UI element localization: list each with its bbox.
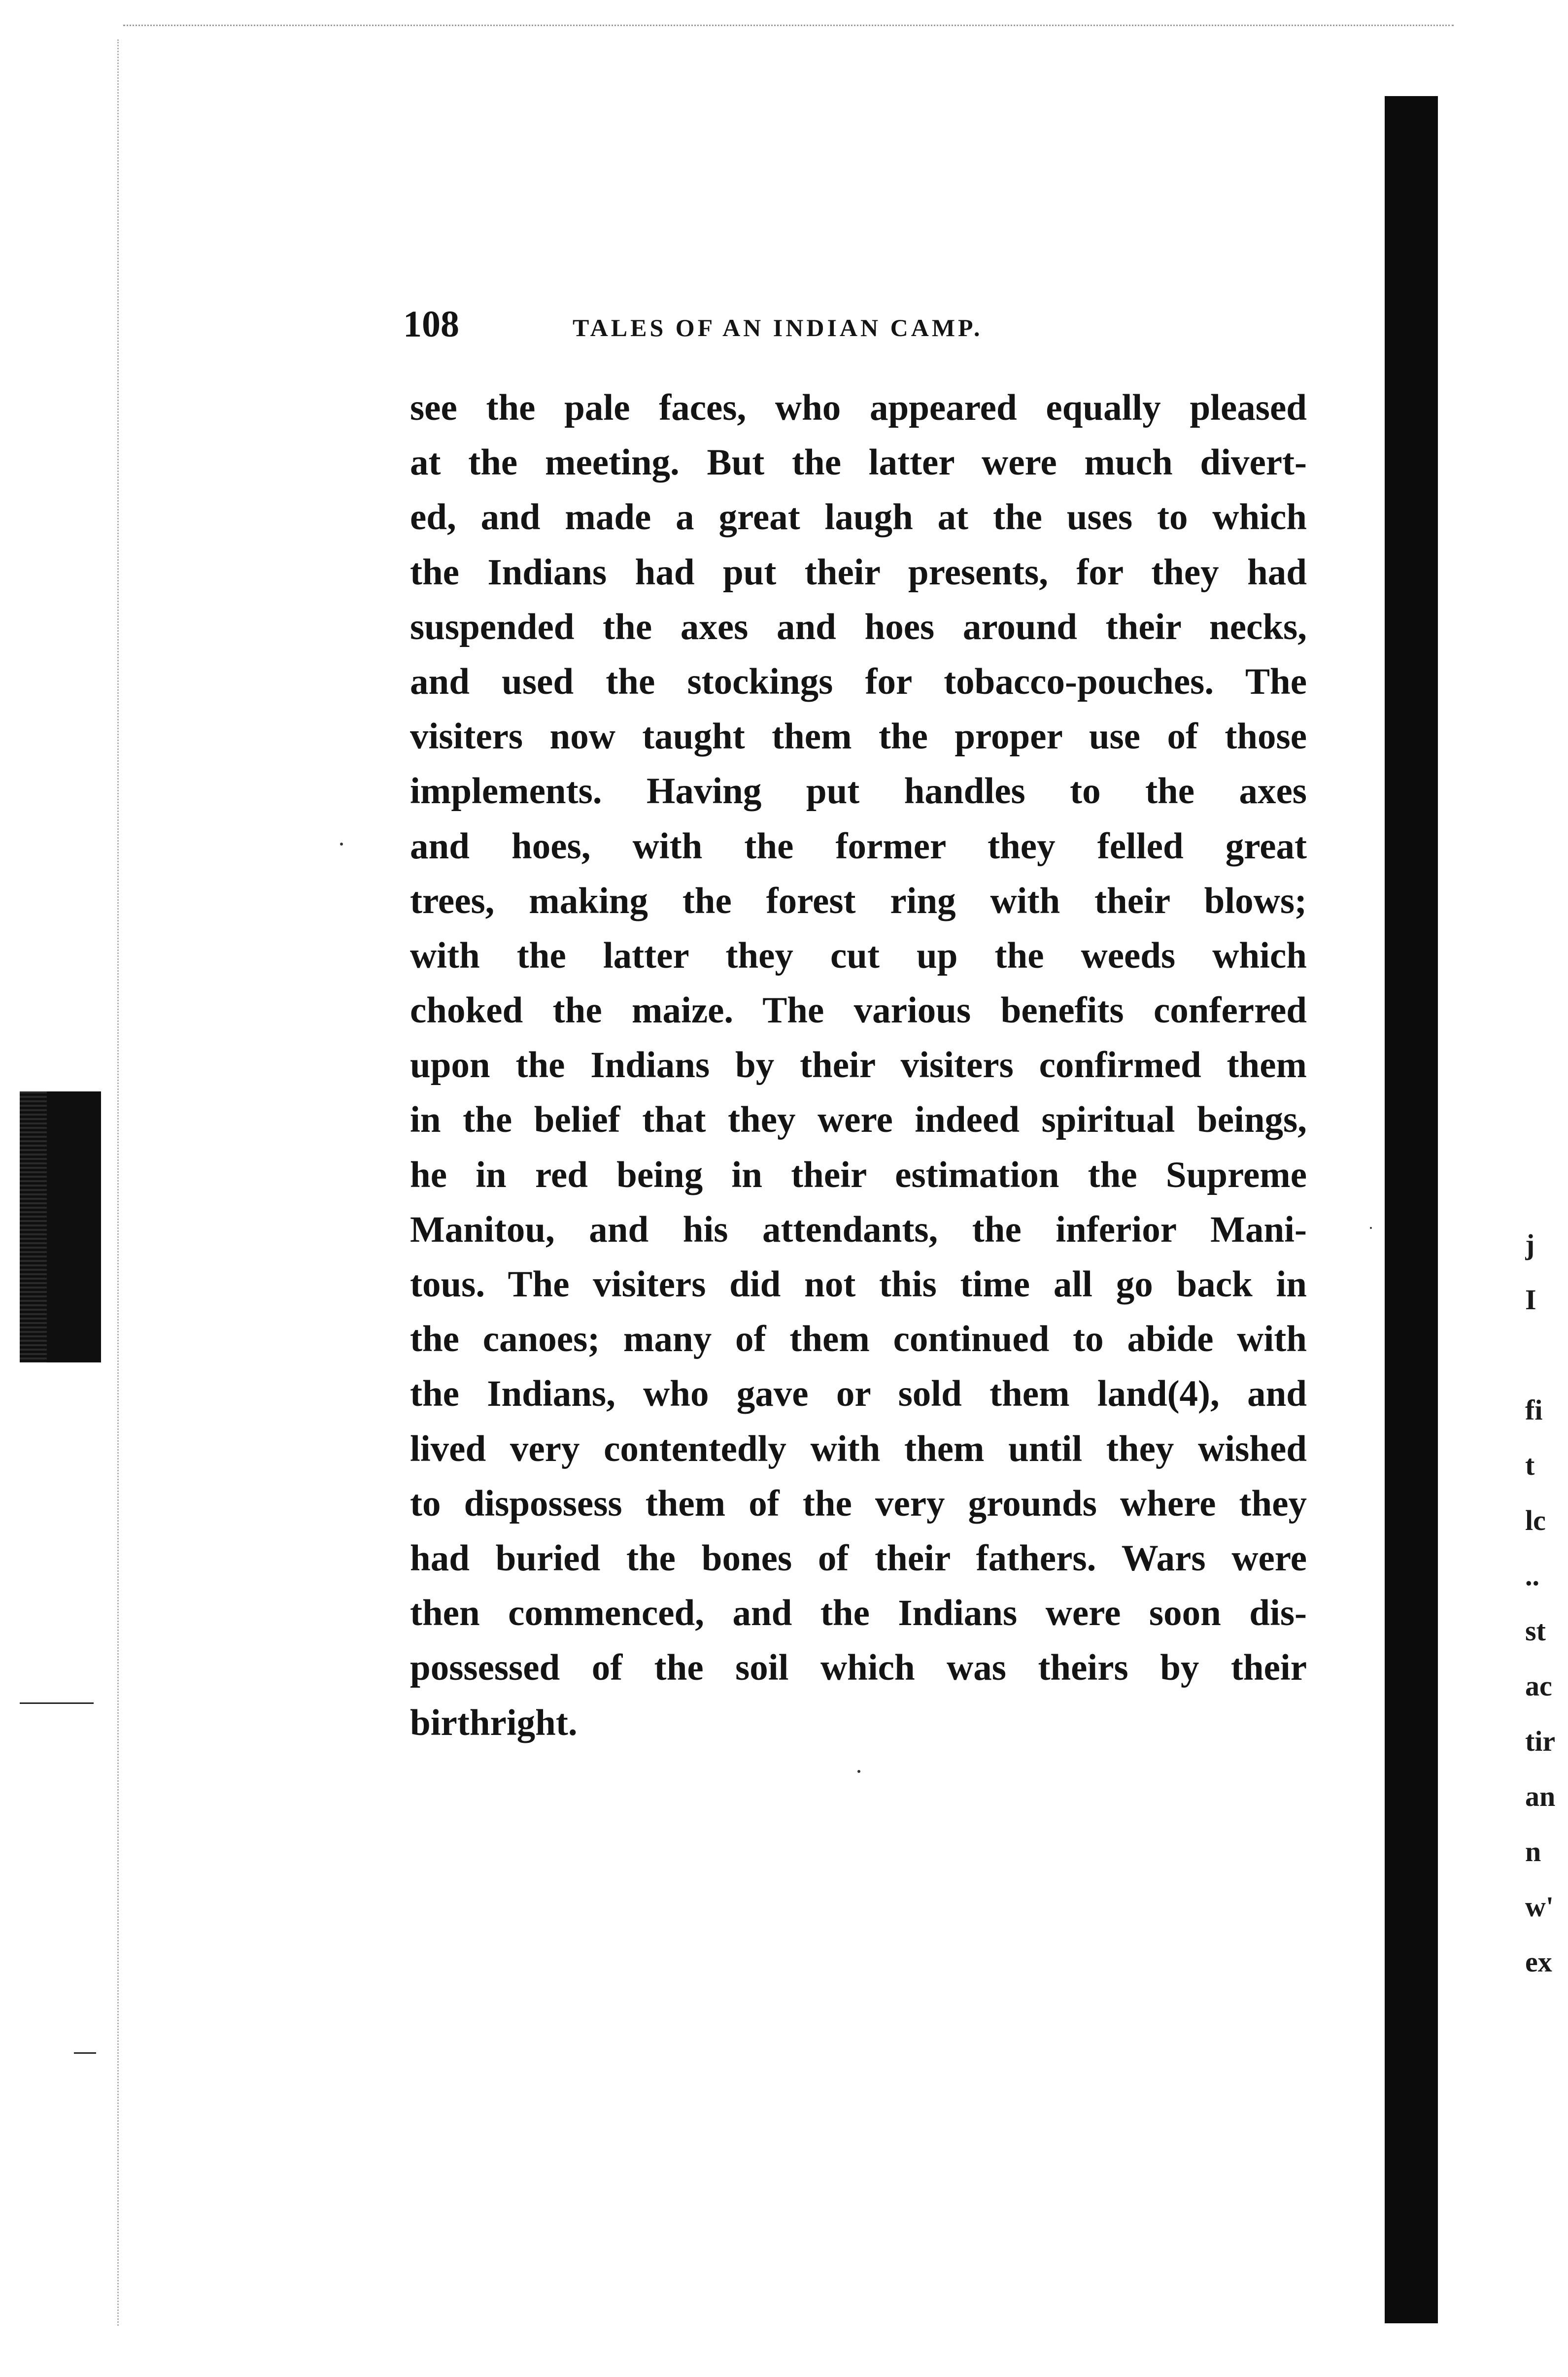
text-line: visiters now taught them the proper use of those	[410, 716, 1307, 757]
text-line: the canoes; many of them continued to abide with	[410, 1319, 1307, 1360]
facing-page-fragment: ex	[1525, 1946, 1552, 1978]
text-line: at the meeting. But the latter were much divert-	[410, 442, 1307, 483]
facing-page-fragment: fi	[1525, 1394, 1543, 1426]
text-line: to dispossess them of the very grounds where they	[410, 1483, 1307, 1524]
text-line: choked the maize. The various benefits conferred	[410, 990, 1307, 1031]
text-line: the Indians, who gave or sold them land(4), and	[410, 1373, 1307, 1415]
facing-page-fragment: w'	[1525, 1891, 1554, 1923]
page-number: 108	[403, 304, 459, 345]
text-line: trees, making the forest ring with their blows;	[410, 880, 1307, 921]
facing-page-fragment: ac	[1525, 1670, 1552, 1702]
text-line: the Indians had put their presents, for they had	[410, 551, 1307, 593]
text-line: see the pale faces, who appeared equally pleased	[410, 387, 1307, 428]
facing-page-fragment: n	[1525, 1835, 1541, 1868]
body-paragraph	[410, 380, 1307, 1750]
facing-page-fragment	[1525, 1327, 1568, 1383]
text-line: lived very contentedly with them until they wished	[410, 1428, 1307, 1469]
facing-page-fragment: st	[1525, 1615, 1546, 1647]
ink-speck	[340, 843, 343, 846]
text-line: tous. The visiters did not this time all go back in	[410, 1264, 1307, 1305]
text-line: ed, and made a great laugh at the uses to which	[410, 497, 1307, 538]
text-line: with the latter they cut up the weeds which	[410, 935, 1307, 976]
facing-page-fragment: lc	[1525, 1504, 1546, 1536]
left-margin-scan-artifact	[20, 1091, 101, 1362]
text-line: in the belief that they were indeed spiritual beings,	[410, 1099, 1307, 1141]
facing-page-fragment: tir	[1525, 1725, 1556, 1757]
text-line: and hoes, with the former they felled great	[410, 825, 1307, 867]
text-line: he in red being in their estimation the Supreme	[410, 1154, 1307, 1195]
facing-page-fragment: t	[1525, 1449, 1535, 1481]
text-line: possessed of the soil which was theirs by their	[410, 1647, 1307, 1689]
left-margin-rule	[20, 1702, 94, 1704]
text-line: had buried the bones of their fathers. Wars were	[410, 1537, 1307, 1579]
text-line: implements. Having put handles to the axes	[410, 771, 1307, 812]
text-line-last: birthright.	[410, 1702, 578, 1743]
text-line: and used the stockings for tobacco-pouches. The	[410, 661, 1307, 702]
binding-gutter-shadow	[1385, 96, 1438, 2323]
left-margin-dash	[74, 2052, 96, 2054]
text-line: Manitou, and his attendants, the inferior Mani-	[410, 1209, 1307, 1250]
page-left-edge	[117, 39, 122, 2326]
facing-page-fragment: I	[1525, 1284, 1536, 1316]
running-title: TALES OF AN INDIAN CAMP.	[573, 314, 983, 341]
page-header	[403, 306, 1310, 355]
text-line: upon the Indians by their visiters confirmed them	[410, 1045, 1307, 1086]
facing-page-fragment: an	[1525, 1780, 1556, 1812]
ink-speck	[1370, 1227, 1372, 1229]
page-top-edge	[123, 25, 1454, 29]
ink-speck	[857, 1770, 860, 1773]
text-line: suspended the axes and hoes around their necks,	[410, 606, 1307, 647]
facing-page-fragments	[1525, 1217, 1568, 1990]
facing-page-fragment: j	[1525, 1228, 1535, 1260]
text-line: then commenced, and the Indians were soon dis-	[410, 1593, 1307, 1634]
facing-page-fragment: ..	[1525, 1560, 1539, 1592]
